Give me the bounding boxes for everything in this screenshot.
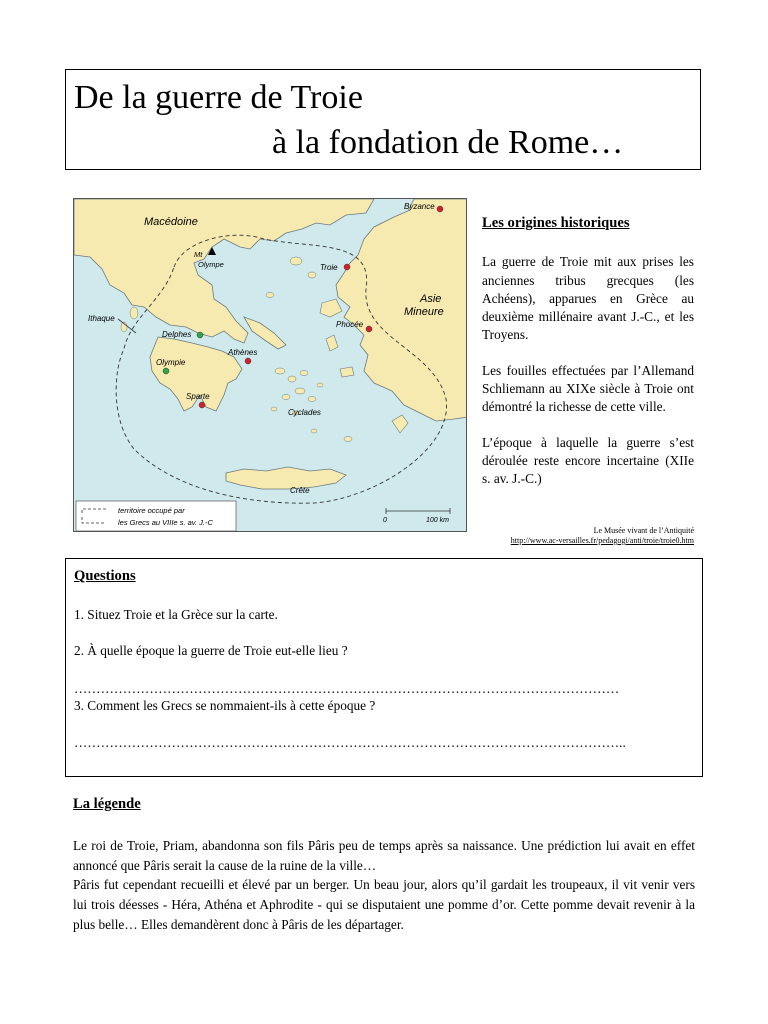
label-mt: Mt bbox=[194, 250, 203, 259]
label-cyclades: Cyclades bbox=[288, 408, 321, 417]
label-byzance: Byzance bbox=[404, 202, 435, 211]
label-olympe: Olympe bbox=[198, 260, 224, 269]
map-svg bbox=[74, 199, 467, 532]
question-3: 3. Comment les Grecs se nommaient-ils à cette époque ? bbox=[74, 698, 376, 713]
label-crete: Crête bbox=[290, 486, 310, 495]
map-legend-line-1: territoire occupé par bbox=[118, 506, 185, 515]
source-name: Le Musée vivant de l’Antiquité bbox=[593, 526, 694, 535]
city-dot-phocee bbox=[366, 326, 372, 332]
answer-line-2[interactable]: …………………………………………………………………………………………………………….. bbox=[74, 735, 626, 750]
city-dot-athenes bbox=[245, 358, 251, 364]
origins-paragraph-1: La guerre de Troie mit aux prises les anciennes tribus grecques (les Achéens), apparues en Grèce au deuxième millénaire avant J.-C., et les Troyens. bbox=[482, 254, 694, 343]
label-phocee: Phocée bbox=[336, 320, 364, 329]
label-athenes: Athènes bbox=[228, 348, 258, 357]
scale-km: 100 km bbox=[426, 517, 449, 524]
label-mineure: Mineure bbox=[404, 306, 444, 318]
questions-box bbox=[65, 558, 703, 777]
legend-paragraph-1: Le roi de Troie, Priam, abandonna son fils Pâris peu de temps après sa naissance. Une prédiction lui avait en effet annoncé que Pâris serait la cause de la ruine de la ville… bbox=[73, 838, 695, 873]
map-ancient-greece bbox=[73, 198, 467, 532]
label-olympie: Olympie bbox=[156, 358, 186, 367]
city-dot-sparte bbox=[199, 402, 205, 408]
city-dot-byzance bbox=[437, 206, 443, 212]
origins-paragraph-3: L’époque à laquelle la guerre s’est déroulée reste encore incertaine (XIIe s. av. J.-C.) bbox=[482, 434, 694, 487]
origins-paragraph-2: Les fouilles effectuées par l’Allemand Schliemann au XIXe siècle à Troie ont démontré la richesse de cette ville. bbox=[482, 362, 694, 415]
label-troie: Troie bbox=[320, 263, 338, 272]
label-macedoine: Macédoine bbox=[144, 216, 198, 228]
label-delphes: Delphes bbox=[162, 330, 192, 339]
city-dot-troie bbox=[344, 264, 350, 270]
label-sparte: Sparte bbox=[186, 392, 210, 401]
questions-heading: Questions bbox=[74, 568, 136, 584]
title-line-2: à la fondation de Rome… bbox=[272, 124, 624, 161]
scale-zero: 0 bbox=[383, 517, 387, 524]
source-credit bbox=[511, 526, 694, 546]
legend-text bbox=[73, 836, 695, 935]
origins-heading: Les origines historiques bbox=[482, 215, 630, 231]
origins-section bbox=[482, 214, 694, 506]
map-legend-line-2: les Grecs au VIIIe s. av. J.-C bbox=[118, 518, 213, 527]
question-1: 1. Situez Troie et la Grèce sur la carte. bbox=[74, 607, 278, 622]
label-ithaque: Ithaque bbox=[88, 314, 115, 323]
label-asie: Asie bbox=[420, 293, 442, 305]
legend-paragraph-2: Pâris fut cependant recueilli et élevé par un berger. Un beau jour, alors qu’il gardait les troupeaux, il vit venir vers lui trois déesses - Héra, Athéna et Aphrodite - qui se disputaient une pomme d’or. Cette pomme devait revenir à la plus belle… Elles demandèrent donc à Pâris de les départager. bbox=[73, 877, 695, 932]
title-line-1: De la guerre de Troie bbox=[74, 79, 363, 116]
city-dot-delphes bbox=[197, 332, 203, 338]
answer-line-1[interactable]: …………………………………………………………………………………………………………… bbox=[74, 681, 620, 696]
source-url-link[interactable]: http://www.ac-versailles.fr/pedagogi/anti/troie/troie0.htm bbox=[510, 536, 694, 545]
city-dot-olympie bbox=[163, 368, 169, 374]
title-box bbox=[65, 69, 701, 170]
question-2: 2. À quelle époque la guerre de Troie eut-elle lieu ? bbox=[74, 643, 348, 658]
legend-heading: La légende bbox=[73, 796, 141, 812]
